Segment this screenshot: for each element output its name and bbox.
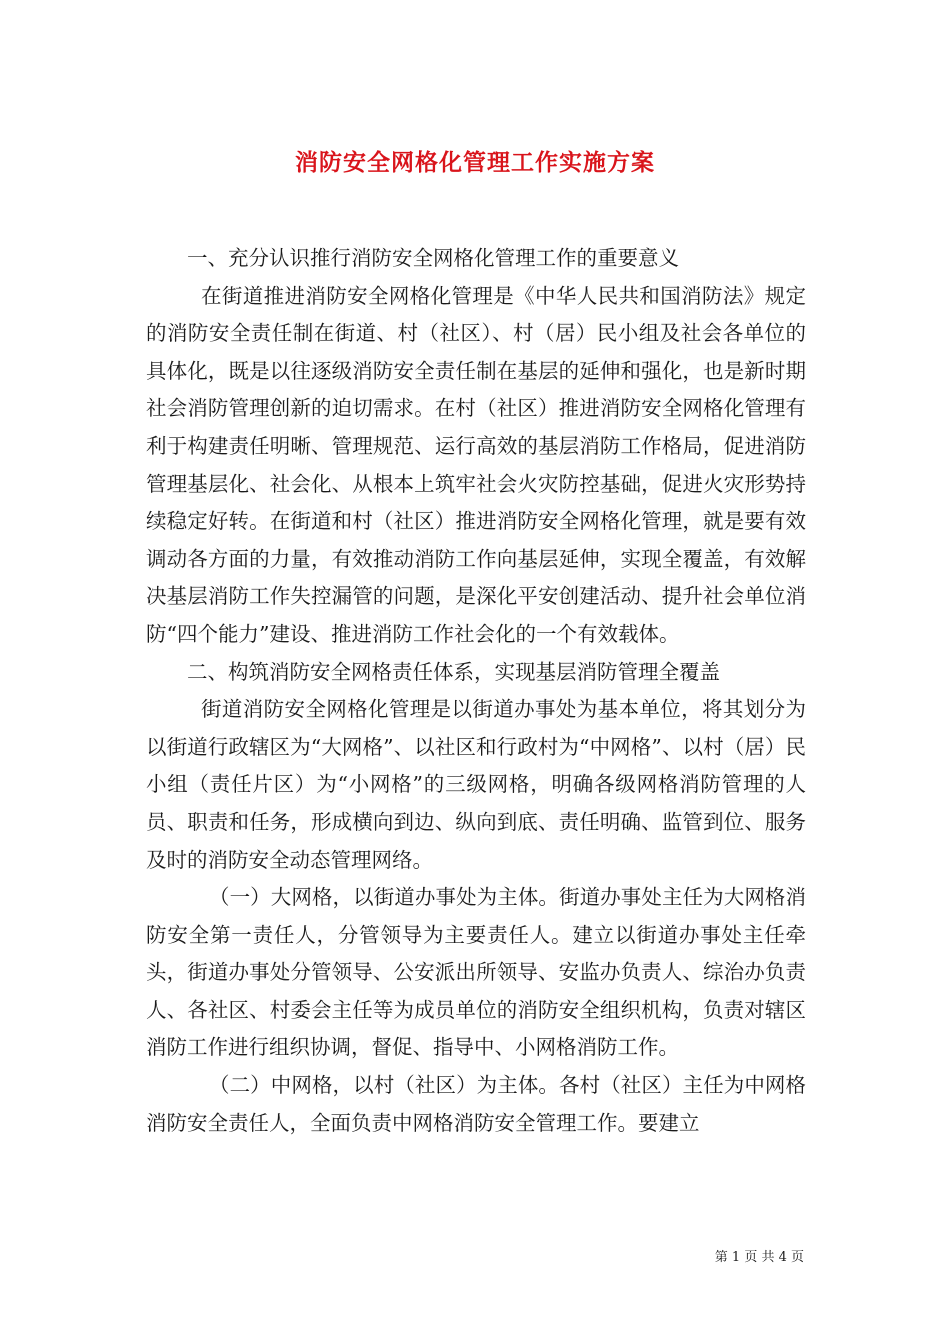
section-heading-1: 一、充分认识推行消防安全网格化管理工作的重要意义 [187,246,679,270]
document-body [146,240,806,1142]
body-paragraph-1: 在街道推进消防安全网格化管理是《中华人民共和国消防法》规定的消防安全责任制在街道、村（社区）、村（居）民小组及社会各单位的具体化，既是以往逐级消防安全责任制在基层的延伸和强化，也是新时期社会消防管理创新的迫切需求。在村（社区）推进消防安全网格化管理有利于构建责任明晰、管理规范、运行高效的基层消防工作格局，促进消防管理基层化、社会化、从根本上筑牢社会火灾防控基础，促进火灾形势持续稳定好转。在街道和村（社区）推进消防安全网格化管理，就是要有效调动各方面的力量，有效推动消防工作向基层延伸，实现全覆盖，有效解决基层消防工作失控漏管的问题，是深化平安创建活动、提升社会单位消防“四个能力”建设、推进消防工作社会化的一个有效载体。 [146,283,806,646]
page-title: 消防安全网格化管理工作实施方案 [295,149,655,177]
page-number-footer: 第 1 页 共 4 页 [714,1250,804,1265]
subsection-paragraph-2: （二）中网格，以村（社区）为主体。各村（社区）主任为中网格消防安全责任人，全面负责中网格消防安全管理工作。要建立 [146,1073,806,1135]
subsection-paragraph-1: （一）大网格，以街道办事处为主体。街道办事处主任为大网格消防安全第一责任人，分管领导为主要责任人。建立以街道办事处主任牵头，街道办事处分管领导、公安派出所领导、安监办负责人、综治办负责人、各社区、村委会主任等为成员单位的消防安全组织机构，负责对辖区消防工作进行组织协调，督促、指导中、小网格消防工作。 [146,885,806,1060]
section-heading-2: 二、构筑消防安全网格责任体系，实现基层消防管理全覆盖 [187,659,720,684]
body-paragraph-2: 街道消防安全网格化管理是以街道办事处为基本单位，将其划分为以街道行政辖区为“大网格”、以社区和行政村为“中网格”、以村（居）民小组（责任片区）为“小网格”的三级网格，明确各级网格消防管理的人员、职责和任务，形成横向到边、纵向到底、责任明确、监管到位、服务及时的消防安全动态管理网络。 [146,697,806,872]
